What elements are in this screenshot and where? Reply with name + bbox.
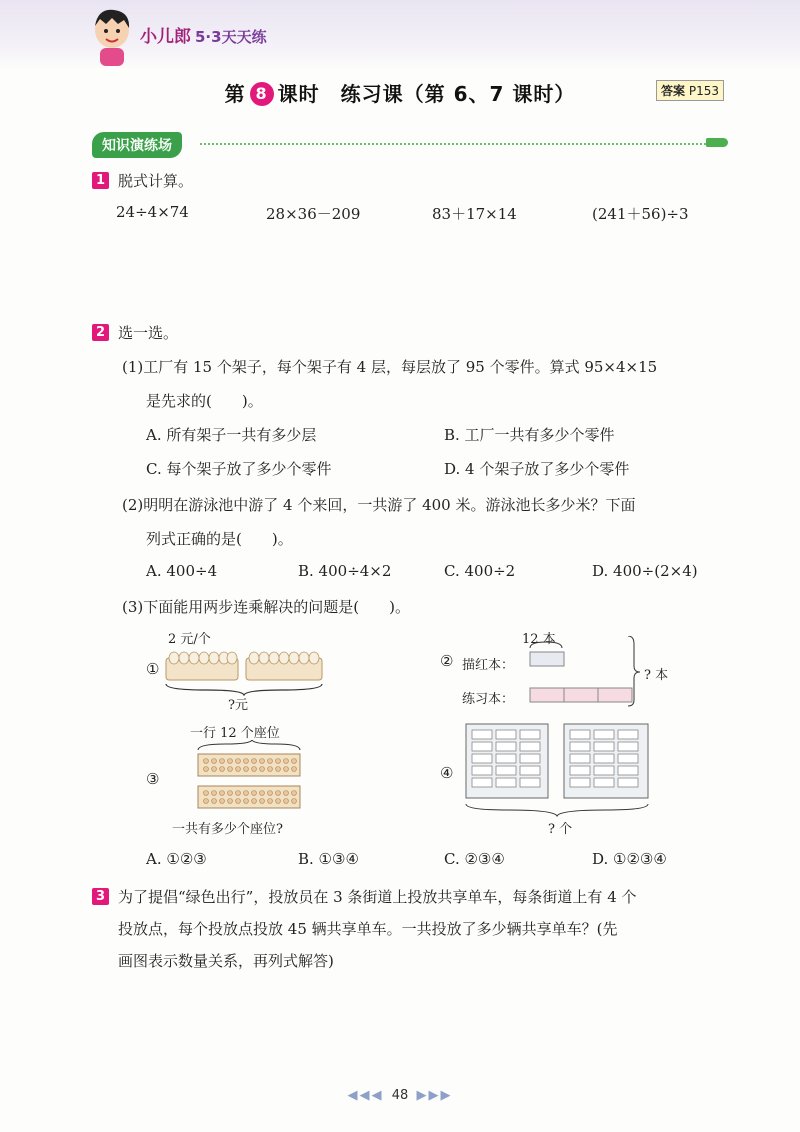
q2-part2-option-d: D. 400÷(2×4) bbox=[592, 562, 698, 580]
q2-part3-option-a: A. ①②③ bbox=[146, 850, 207, 868]
q2-part2-option-b: B. 400÷4×2 bbox=[298, 562, 392, 580]
q2-part2-line1: (2)明明在游泳池中游了 4 个来回，一共游了 400 米。游泳池长多少米？下面 bbox=[122, 496, 636, 514]
fig3-bottom-label: 一共有多少个座位? bbox=[172, 822, 283, 837]
fig3-marker: ③ bbox=[146, 770, 160, 788]
q2-part2-option-a: A. 400÷4 bbox=[146, 562, 218, 580]
q2-part2-option-c: C. 400÷2 bbox=[444, 562, 516, 580]
brand-mark: 小儿郎 bbox=[140, 27, 191, 47]
expr-2: 28×36－209 bbox=[266, 205, 361, 223]
expr-4: (241＋56)÷3 bbox=[592, 205, 689, 223]
title-suffix: 课时 练习课（第 6、7 课时） bbox=[277, 82, 576, 106]
egg-trays-figure bbox=[162, 644, 332, 696]
fig1-marker: ① bbox=[146, 660, 160, 678]
books-bar-figure bbox=[520, 636, 650, 710]
question-1-prompt: 脱式计算。 bbox=[118, 172, 194, 190]
brand-series: 5·3天天练 bbox=[195, 28, 267, 46]
question-3-number: 3 bbox=[92, 888, 109, 905]
answer-tag bbox=[656, 80, 724, 101]
mascot-boy-icon bbox=[88, 6, 136, 68]
expr-3: 83＋17×14 bbox=[432, 205, 517, 223]
q2-part2-line2: 列式正确的是( )。 bbox=[146, 530, 293, 548]
q2-part3-option-c: C. ②③④ bbox=[444, 850, 505, 868]
fig4-total: ? 个 bbox=[548, 822, 573, 837]
q2-part1-line2: 是先求的( )。 bbox=[146, 392, 263, 410]
fig3-top-label: 一行 12 个座位 bbox=[190, 726, 280, 741]
fig2-marker: ② bbox=[440, 652, 454, 670]
q2-part1-option-a: A. 所有架子一共有多少层 bbox=[146, 426, 317, 444]
answer-label: 答案 bbox=[661, 84, 686, 98]
q3-line3: 画图表示数量关系，再列式解答) bbox=[118, 952, 334, 970]
fig1-price: 2 元/个 bbox=[168, 632, 211, 647]
title-prefix: 第 bbox=[224, 82, 246, 106]
q2-part1-option-d: D. 4 个架子放了多少个零件 bbox=[444, 460, 630, 478]
q2-part3-option-d: D. ①②③④ bbox=[592, 850, 667, 868]
question-2-prompt: 选一选。 bbox=[118, 324, 179, 342]
question-1-number: 1 bbox=[92, 172, 109, 189]
fig1-total: ?元 bbox=[228, 698, 248, 713]
q3-line1: 为了提倡“绿色出行”，投放员在 3 条街道上投放共享单车，每条街道上有 4 个 bbox=[118, 888, 637, 906]
q2-part1-line1: (1)工厂有 15 个架子，每个架子有 4 层，每层放了 95 个零件。算式 95×4×15 bbox=[122, 358, 658, 376]
fig2-label-a: 描红本： bbox=[462, 658, 515, 673]
prev-arrows-icon: ◀◀◀ bbox=[347, 1088, 384, 1103]
brand bbox=[140, 22, 267, 47]
q2-part1-option-b: B. 工厂一共有多少个零件 bbox=[444, 426, 615, 444]
page-number: 48 bbox=[391, 1088, 409, 1103]
q3-line2: 投放点，每个投放点投放 45 辆共享单车。一共投放了多少辆共享单车？(先 bbox=[118, 920, 618, 938]
expr-1: 24÷4×74 bbox=[116, 203, 189, 221]
section-divider bbox=[200, 143, 706, 145]
seat-rows-figure bbox=[196, 740, 306, 812]
q2-part3-option-b: B. ①③④ bbox=[298, 850, 359, 868]
page-footer bbox=[0, 1088, 800, 1103]
fig2-total: ? 本 bbox=[644, 668, 669, 683]
q2-part1-option-c: C. 每个架子放了多少个零件 bbox=[146, 460, 332, 478]
section-label: 知识演练场 bbox=[92, 132, 182, 158]
answer-page: P153 bbox=[688, 84, 719, 98]
fig2-label-b: 练习本： bbox=[462, 692, 515, 707]
cabinets-figure bbox=[462, 720, 662, 824]
lesson-number: 8 bbox=[250, 82, 274, 106]
next-arrows-icon: ▶▶▶ bbox=[416, 1088, 453, 1103]
fig2-count: 12 本 bbox=[522, 632, 556, 647]
q2-part3-line1: (3)下面能用两步连乘解决的问题是( )。 bbox=[122, 598, 410, 616]
fig4-marker: ④ bbox=[440, 764, 454, 782]
question-2-number: 2 bbox=[92, 324, 109, 341]
pencil-icon bbox=[706, 138, 728, 147]
